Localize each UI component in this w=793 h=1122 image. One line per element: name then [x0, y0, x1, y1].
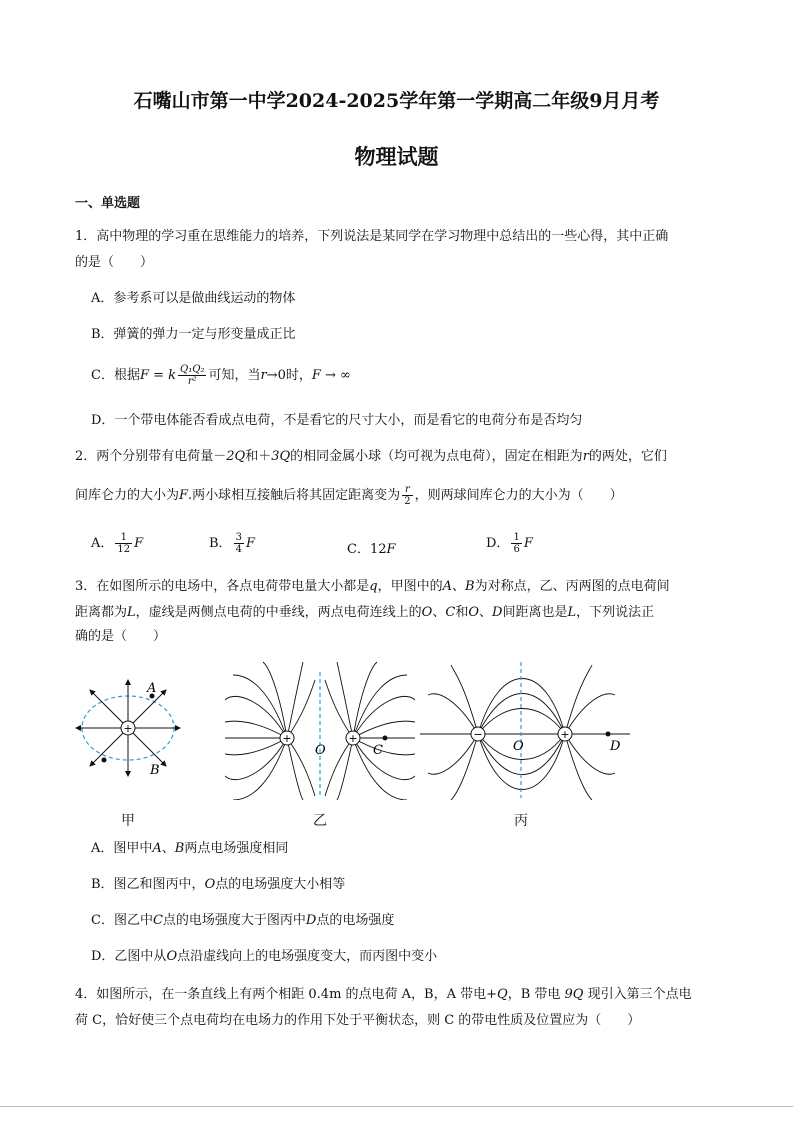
- q3-stem-line3: 确的是（ ）: [75, 629, 167, 644]
- option-label: A．: [91, 536, 114, 551]
- q3-text: C．图乙中: [91, 913, 153, 928]
- q2-charge-2: 3Q: [271, 449, 291, 464]
- label-o: O: [315, 743, 326, 758]
- frac-denominator: 12: [117, 544, 131, 555]
- q3-text: ，虚线是两侧点电荷的中垂线，两点电荷连线上的: [135, 605, 422, 620]
- q3-option-b: [91, 876, 345, 894]
- q4-stem-line2: 荷 C，恰好使三个点电荷均在电场力的作用下处于平衡状态，则 C 的带电性质及位置应为（ ）: [75, 1013, 641, 1028]
- q3-text: ，下列说法正: [576, 605, 655, 620]
- frac-denominator: r²: [187, 376, 197, 387]
- label-b: B: [150, 763, 160, 778]
- q3-text: 点沿虚线向上的电场强度变大，而丙图中变小: [177, 949, 438, 964]
- q3-text: 、: [161, 841, 175, 856]
- q3-O: O: [166, 949, 178, 964]
- q2-option-b: [209, 532, 255, 555]
- option-force: F: [386, 542, 396, 557]
- frac-numerator: r: [402, 484, 412, 496]
- option-force: F: [245, 536, 255, 551]
- q3-text: ，甲图中的: [377, 579, 443, 594]
- q2-text: .两小球相互接触后将其固定距离变为: [188, 488, 401, 503]
- frac-numerator: 3: [235, 532, 242, 543]
- label-d: D: [610, 739, 621, 754]
- q1-c-r: r: [260, 368, 267, 383]
- option-fraction: [234, 532, 244, 555]
- q2-stem-line1: [75, 448, 667, 466]
- q1-option-c: [91, 364, 351, 387]
- q3-D: D: [492, 605, 503, 620]
- svg-text:+: +: [282, 732, 292, 745]
- option-force: F: [523, 536, 533, 551]
- field-lines-dipole: [420, 665, 630, 800]
- q1-option-b: B．弹簧的弹力一定与形变量成正比: [91, 327, 296, 342]
- q3-A: A: [152, 841, 162, 856]
- option-fraction: [511, 532, 521, 555]
- q3-text: 两点电场强度相同: [184, 841, 289, 856]
- label-c: C: [373, 743, 383, 758]
- q4-text: ，B 带电: [507, 987, 561, 1002]
- q3-option-d: [91, 948, 437, 966]
- q3-C: C: [445, 605, 456, 620]
- q3-text: 3．在如图所示的电场中，各点电荷带电量大小都是: [75, 579, 370, 594]
- q2-text: 和＋: [245, 449, 272, 464]
- q3-O: O: [468, 605, 479, 620]
- q3-text: 为对称点，乙、丙两图的点电荷间: [474, 579, 670, 594]
- point-b: [102, 758, 107, 763]
- figure-bing: [420, 660, 630, 800]
- q1-stem-line2: 的是（ ）: [75, 255, 154, 270]
- q1-c-formula: F = k: [139, 368, 177, 383]
- svg-text:+: +: [123, 722, 133, 735]
- caption-jia: 甲: [121, 813, 135, 829]
- q3-text: 间距离也是: [502, 605, 568, 620]
- q3-B: B: [465, 579, 475, 594]
- q1-c-fraction: [178, 364, 206, 387]
- q2-text: 间库仑力的大小为: [75, 488, 180, 503]
- q3-option-c: [91, 912, 394, 930]
- q3-text: 、: [452, 579, 466, 594]
- label-o: O: [513, 739, 524, 754]
- q1-stem-line1: 1．高中物理的学习重在思维能力的培养，下列说法是某同学在学习物理中总结出的一些心得，其中正确: [75, 229, 669, 244]
- q2-fraction: [402, 484, 412, 507]
- q1-c-arrow: →0时，: [266, 368, 312, 383]
- q3-B: B: [174, 841, 185, 856]
- q3-text: 距离都为: [75, 605, 128, 620]
- q2-text: ，则两球间库仑力的大小为（ ）: [414, 488, 623, 503]
- q3-D: D: [305, 913, 317, 928]
- frac-denominator: 2: [404, 496, 411, 507]
- q3-C: C: [152, 913, 163, 928]
- frac-numerator: Q₁Q₂: [180, 364, 205, 375]
- svg-text:+: +: [560, 728, 570, 741]
- q3-text: A．图甲中: [91, 841, 153, 856]
- q1-c-mid: 可知，当: [208, 368, 261, 383]
- frac-numerator: 1: [115, 532, 132, 544]
- frac-denominator: 4: [235, 544, 242, 555]
- q4-text: 现引入第三个点电: [587, 987, 692, 1002]
- figure-yi: [225, 660, 415, 800]
- q4-stem-line1: [75, 986, 692, 1004]
- q3-O: O: [421, 605, 433, 620]
- q2-charge-1: 2Q: [226, 449, 246, 464]
- q2-stem-line2: [75, 484, 623, 507]
- caption-bing: 丙: [514, 813, 528, 829]
- option-fraction: [115, 532, 132, 555]
- q3-L: L: [567, 605, 577, 620]
- q3-text: 点的电场强度大小相等: [215, 877, 346, 892]
- point-c: [383, 736, 388, 741]
- q2-option-a: [91, 532, 143, 555]
- q3-stem-line2: [75, 604, 654, 622]
- q4-text: 4．如图所示，在一条直线上有两个相距 0.4m 的点电荷 A，B，A 带电: [75, 987, 487, 1002]
- caption-yi: 乙: [313, 813, 327, 829]
- q3-text: 、: [479, 605, 493, 620]
- q3-L: L: [127, 605, 136, 620]
- option-label: D．: [486, 536, 510, 551]
- q2-text: 2．两个分别带有电荷量－: [75, 449, 227, 464]
- q1-option-a: A．参考系可以是做曲线运动的物体: [91, 291, 296, 306]
- q3-text: 点的电场强度: [316, 913, 395, 928]
- q3-text: 、: [432, 605, 446, 620]
- q1-option-d: D．一个带电体能否看成点电荷，不是看它的尺寸大小，而是看它的电荷分布是否均匀: [91, 413, 583, 428]
- option-force: F: [134, 536, 144, 551]
- svg-text:+: +: [348, 732, 358, 745]
- q3-A: A: [442, 579, 453, 594]
- q2-option-c: [347, 538, 396, 557]
- q3-text: 点的电场强度大于图丙中: [162, 913, 306, 928]
- q2-text: 的相同金属小球（均可视为点电荷），固定在相距为: [290, 449, 583, 464]
- option-label: B．: [209, 536, 232, 551]
- section-heading: 一、单选题: [75, 196, 141, 211]
- q1-c-end: F → ∞: [311, 368, 351, 383]
- page-bottom-rule: [0, 1106, 793, 1107]
- q3-option-a: [91, 840, 288, 858]
- q2-text: 的两处，它们: [588, 449, 667, 464]
- q1-c-prefix: C．根据: [91, 368, 140, 383]
- q2-option-d: [486, 532, 533, 555]
- q3-q: q: [369, 579, 378, 594]
- q3-text: D．乙图中从: [91, 949, 167, 964]
- q2-force: F: [179, 488, 189, 503]
- q3-stem-line1: [75, 578, 670, 596]
- option-label: C．12: [347, 542, 387, 557]
- label-a: A: [147, 681, 157, 696]
- point-d: [606, 732, 611, 737]
- frac-denominator: 6: [513, 544, 520, 555]
- q4-charge-b: 9Q: [564, 987, 584, 1002]
- q3-O: O: [204, 877, 216, 892]
- q2-distance: r: [582, 449, 589, 464]
- exam-title: 石嘴山市第一中学2024-2025学年第一学期高二年级9月月考: [133, 90, 660, 112]
- exam-subtitle: 物理试题: [354, 144, 439, 169]
- q3-text: B．图乙和图丙中，: [91, 877, 205, 892]
- q3-text: 和: [455, 605, 469, 620]
- q4-charge-a: +Q: [486, 987, 508, 1002]
- frac-numerator: 1: [513, 532, 520, 543]
- figure-jia: [68, 660, 188, 780]
- svg-text:−: −: [473, 728, 483, 741]
